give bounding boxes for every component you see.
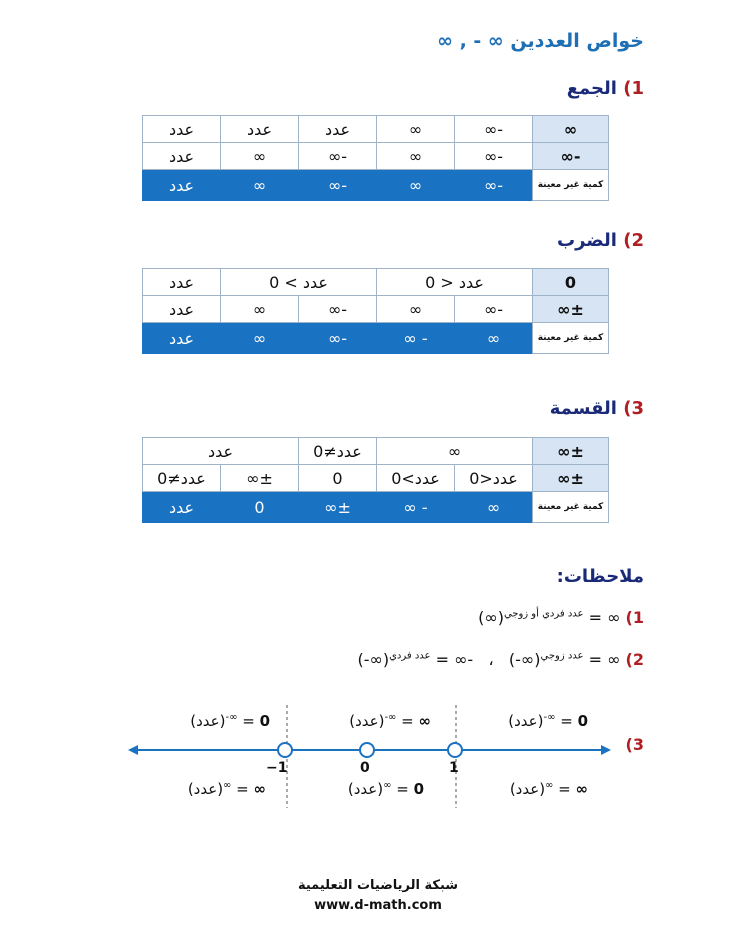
note-2-eq: = [588,650,603,669]
table-cell: 0 [299,465,377,492]
table-cell: ∞ [533,116,609,143]
table-cell: عدد [143,170,221,201]
expr-base: (عدد) [509,780,546,798]
table-cell: -∞ [299,323,377,354]
note-2-separator: ، [488,650,494,669]
open-point-icon [278,743,292,757]
table-cell: عدد>0 [377,465,455,492]
expr-exp: ∞ [383,780,392,791]
table-cell: عدد [143,492,221,523]
expr-base: (عدد) [347,780,384,798]
table-cell: عدد<0 [455,465,533,492]
expr-lhs: ∞ [418,712,431,730]
note-1-exp: عدد فردي أو زوجي [503,608,584,620]
numberline-bottom-expr: ∞ = (عدد)∞ [187,780,266,798]
table-cell: - ∞ [377,492,455,523]
numberline-top-expr: 0 = (عدد)-∞ [508,712,588,730]
section-mul-label: الضرب [557,230,617,251]
expr-exp: -∞ [225,712,238,723]
table-cell: عدد [143,323,221,354]
table-cell: عدد [143,296,221,323]
table-cell: ∞ [455,492,533,523]
table-cell: ±∞ [299,492,377,523]
note-1-lhs: ∞ [607,608,621,627]
table-cell: -∞ [455,143,533,170]
expr-base: (عدد) [508,712,544,730]
expr-exp: -∞ [543,712,556,723]
table-cell: عدد [143,143,221,170]
tick-label: 0 [360,760,370,776]
table-cell: عدد≠0 [143,465,221,492]
note-2-lhs2: -∞ [454,650,474,669]
expr-lhs: 0 [413,780,424,798]
numberline-bottom-expr: 0 = (عدد)∞ [347,780,424,798]
table-cell: كمية غير معينة [533,492,609,523]
table-cell: عدد [143,438,299,465]
table-cell: ∞ [221,170,299,201]
expr-lhs: ∞ [253,780,266,798]
table-cell: عدد [299,116,377,143]
table-cell: ±∞ [221,465,299,492]
numberline-top-expr: 0 = (عدد)-∞ [190,712,270,730]
note-1-base: (∞) [478,608,504,627]
section-div-number: 3) [623,398,644,419]
numberline-top-expr: ∞ = (عدد)-∞ [349,712,431,730]
expr-lhs: 0 [577,712,588,730]
note-2-base2: (-∞) [357,650,390,669]
note-2-base1: (-∞) [508,650,541,669]
note-1-number: 1) [625,608,644,627]
table-cell: -∞ [455,170,533,201]
table-cell: ∞ [377,116,455,143]
table-cell: عدد [221,116,299,143]
page-title: خواص العددين ∞ - , ∞ [437,30,644,52]
table-cell: -∞ [533,143,609,170]
table-cell: ∞ [455,323,533,354]
note-2-exp2: عدد فردي [389,650,431,662]
table-cell: عدد < 0 [377,269,533,296]
footer-url[interactable]: www.d-math.com [314,898,442,913]
open-point-icon [448,743,462,757]
footer-name: شبكة الرياضيات التعليمية [297,878,459,893]
table-cell: عدد≠0 [299,438,377,465]
table-cell: -∞ [455,296,533,323]
numberline-bottom-expr: ∞ = (عدد)∞ [509,780,588,798]
table-cell: 0 [533,269,609,296]
table-cell: ∞ [377,296,455,323]
table-cell: ∞ [377,170,455,201]
expr-base: (عدد) [187,780,224,798]
right-arrow-icon [601,745,611,755]
expr-exp: -∞ [384,712,397,723]
tick-label: 1 [449,760,459,776]
table-cell: ∞ [221,323,299,354]
table-cell: -∞ [299,143,377,170]
expr-lhs: ∞ [575,780,588,798]
table-cell: ∞ [221,296,299,323]
note-1-eq: = [588,608,603,627]
table-cell: -∞ [455,116,533,143]
table-cell: ∞ [377,143,455,170]
table-cell: - ∞ [377,323,455,354]
expr-exp: ∞ [223,780,232,791]
section-add-label: الجمع [566,78,617,99]
note-2-eq2: = [435,650,449,669]
table-cell: كمية غير معينة [533,323,609,354]
tick-label: −1 [266,760,288,776]
note-2-exp1: عدد زوجي [540,650,584,662]
table-cell: -∞ [299,296,377,323]
table-cell: 0 [221,492,299,523]
section-add-number: 1) [623,78,644,99]
table-cell: عدد [143,116,221,143]
expr-base: (عدد) [190,712,226,730]
note-3-num: 3) [625,735,644,754]
table-cell: عدد > 0 [221,269,377,296]
section-div-label: القسمة [549,398,617,419]
open-point-icon [360,743,374,757]
table-cell: ∞ [221,143,299,170]
table-cell: -∞ [299,170,377,201]
expr-base: (عدد) [349,712,385,730]
note-2-number: 2) [625,650,644,669]
notes-heading: ملاحظات: [556,566,644,587]
note-2-lhs: ∞ [607,650,621,669]
table-cell: عدد [143,269,221,296]
table-cell: ±∞ [533,465,609,492]
table-cell: ±∞ [533,438,609,465]
table-cell: كمية غير معينة [533,170,609,201]
expr-lhs: 0 [259,712,270,730]
section-mul-number: 2) [623,230,644,251]
table-cell: ∞ [377,438,533,465]
table-cell: ±∞ [533,296,609,323]
expr-exp: ∞ [545,780,554,791]
left-arrow-icon [128,745,138,755]
